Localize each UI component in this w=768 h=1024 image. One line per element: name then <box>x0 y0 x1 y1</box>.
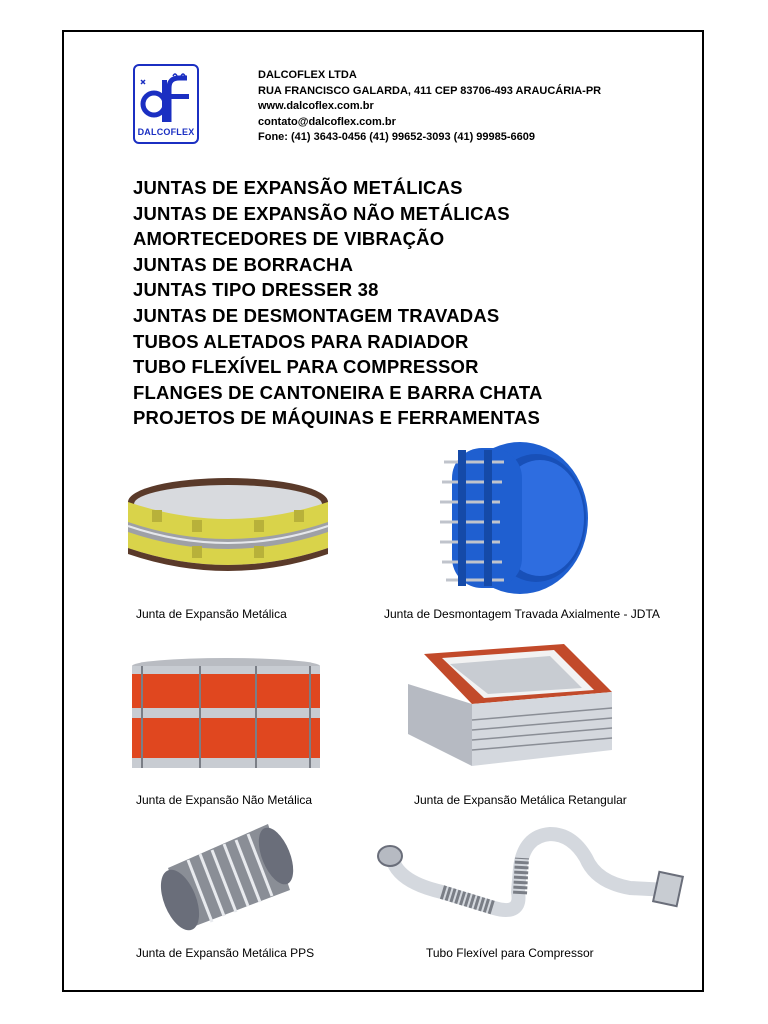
product-caption: Junta de Expansão Metálica PPS <box>136 946 315 960</box>
product-caption: Junta de Expansão Não Metálica <box>136 793 313 807</box>
company-phone: Fone: (41) 3643-0456 (41) 99652-3093 (41) 99985-6609 <box>258 131 536 143</box>
service-item: JUNTAS DE EXPANSÃO NÃO METÁLICAS <box>133 202 510 224</box>
service-item: FLANGES DE CANTONEIRA E BARRA CHATA <box>133 381 543 403</box>
service-item: TUBOS ALETADOS PARA RADIADOR <box>133 330 469 352</box>
company-website[interactable]: www.dalcoflex.com.br <box>258 100 374 112</box>
metallic-expansion-joint-image <box>122 470 334 586</box>
flexible-tube-image <box>372 818 688 934</box>
service-item: PROJETOS DE MÁQUINAS E FERRAMENTAS <box>133 407 540 429</box>
company-address: RUA FRANCISCO GALARDA, 411 CEP 83706-493 ARAUCÁRIA-PR <box>258 84 602 97</box>
dalcoflex-logo <box>133 64 199 144</box>
company-info <box>258 68 601 146</box>
dismantling-joint-image <box>440 438 596 598</box>
service-item: JUNTAS DE DESMONTAGEM TRAVADAS <box>133 304 500 326</box>
logo-text: DALCOFLEX <box>137 127 195 137</box>
service-item: JUNTAS DE BORRACHA <box>133 253 354 275</box>
product-caption: Junta de Desmontagem Travada Axialmente - JDTA <box>384 607 660 621</box>
rectangular-expansion-joint-image <box>404 638 618 776</box>
services-list <box>133 175 543 431</box>
service-item: AMORTECEDORES DE VIBRAÇÃO <box>133 228 445 250</box>
company-email[interactable]: contato@dalcoflex.com.br <box>258 115 396 128</box>
service-item: TUBO FLEXÍVEL PARA COMPRESSOR <box>133 356 479 378</box>
pps-expansion-joint-image <box>160 816 300 934</box>
product-caption: Junta de Expansão Metálica <box>136 607 287 621</box>
company-name: DALCOFLEX LTDA <box>258 69 357 81</box>
service-item: JUNTAS DE EXPANSÃO METÁLICAS <box>133 177 463 198</box>
non-metallic-expansion-joint-image <box>128 656 324 776</box>
service-item: JUNTAS TIPO DRESSER 38 <box>133 279 379 301</box>
product-caption: Junta de Expansão Metálica Retangular <box>414 793 627 807</box>
product-caption: Tubo Flexível para Compressor <box>426 946 594 960</box>
